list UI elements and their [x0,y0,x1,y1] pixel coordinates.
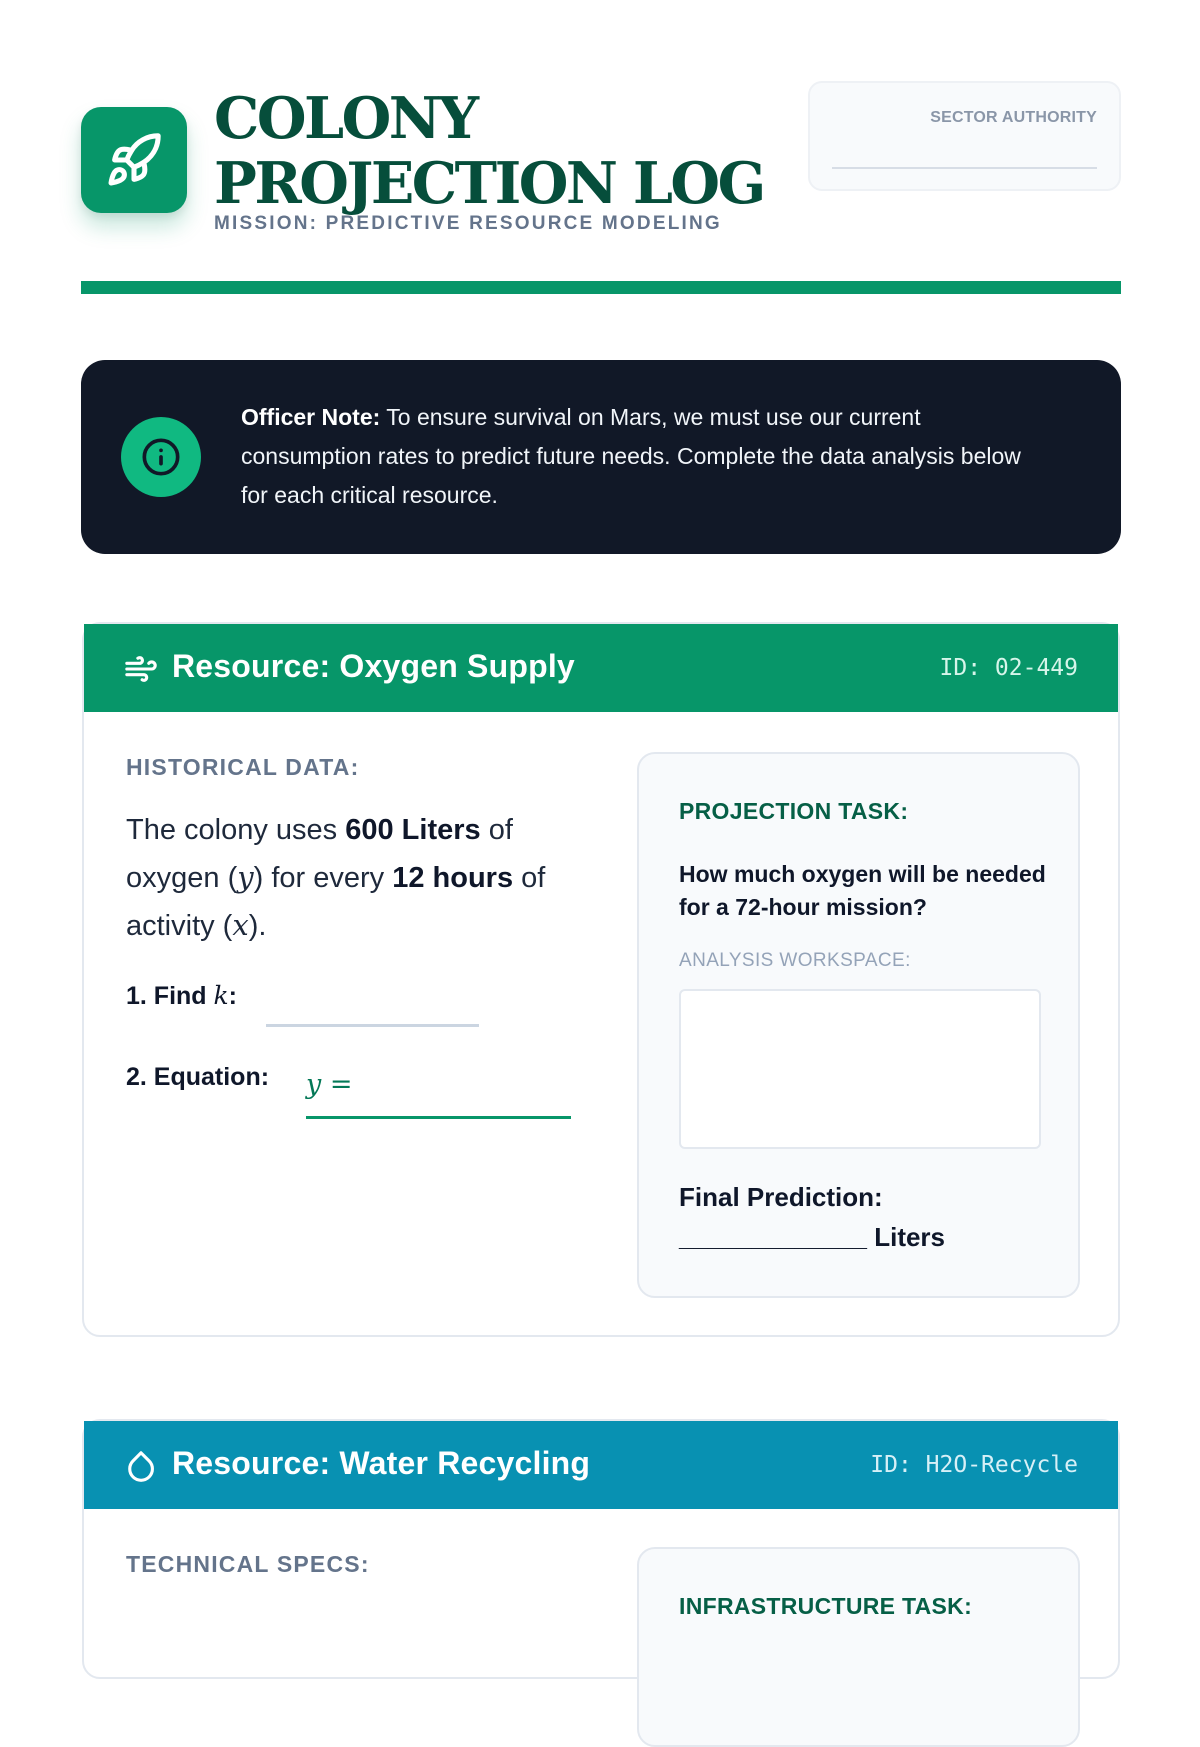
info-icon [141,437,181,477]
officer-note [81,360,1121,554]
water-card-id: ID: H2O-Recycle [870,1452,1078,1478]
water-card-title: Resource: Water Recycling [172,1445,591,1481]
desc-text: ). [248,910,267,942]
title-line-2: PROJECTION LOG [214,150,764,217]
projection-question [679,858,1049,924]
officer-note-lead: Officer Note: [241,404,381,430]
droplet-icon [124,1449,158,1483]
oxygen-description [126,807,586,950]
question-text: mission? [819,894,927,920]
step2-label: 2. Equation: [126,1063,270,1091]
sector-authority-box [808,81,1121,191]
officer-note-body: To ensure survival on Mars, we must use our current consumption rates to predict future needs. Complete the data analysis below for each critical resource. [241,404,1021,508]
final-prediction-blank[interactable]: _____________ [679,1222,867,1252]
final-prediction-unit: Liters [866,1222,946,1252]
question-duration: 72-hour [735,894,820,920]
mission-subtitle: MISSION: PREDICTIVE RESOURCE MODELING [214,213,722,234]
desc-text: of oxygen ( [126,814,513,894]
page-header [81,80,1121,250]
analysis-workspace[interactable] [679,989,1041,1149]
equation-answer-line[interactable] [306,1116,571,1119]
signature-line[interactable] [832,167,1097,169]
final-prediction-field[interactable] [679,1222,945,1253]
water-resource-card [82,1419,1120,1679]
logo [81,107,187,213]
infrastructure-task-panel [637,1547,1080,1747]
projection-task-panel [637,752,1080,1298]
wind-icon [124,652,158,686]
desc-var-x: x [232,908,249,942]
question-text: How much oxygen will be needed for a [679,861,1046,920]
infrastructure-task-label: INFRASTRUCTURE TASK: [679,1593,973,1619]
step1-suffix: : [228,982,237,1010]
desc-text: The colony uses [126,814,346,846]
page-title [214,86,764,216]
water-card-header [84,1421,1118,1509]
oxygen-card-title: Resource: Oxygen Supply [172,648,575,684]
equation-prefix: y = [306,1069,353,1100]
step1-prefix: 1. Find [126,982,214,1010]
find-k-answer-line[interactable] [266,1024,479,1027]
oxygen-card-id: ID: 02-449 [939,655,1078,681]
analysis-workspace-label: ANALYSIS WORKSPACE: [679,950,911,971]
header-divider [81,281,1121,294]
projection-task-label: PROJECTION TASK: [679,798,909,824]
technical-specs-label: TECHNICAL SPECS: [126,1551,370,1577]
oxygen-card-header [84,624,1118,712]
title-line-1: COLONY [214,85,477,152]
desc-var-y: y [237,860,254,894]
desc-text: of activity ( [126,862,546,942]
desc-text: ) for every [253,862,393,894]
desc-time: 12 hours [392,862,514,894]
step1-label [126,981,237,1011]
sector-authority-label: SECTOR AUTHORITY [930,109,1097,126]
desc-amount: 600 Liters [345,814,481,846]
step1-var: k [213,981,229,1010]
rocket-icon [105,131,163,189]
historical-data-label: HISTORICAL DATA: [126,754,360,780]
info-badge [121,417,201,497]
oxygen-resource-card [82,622,1120,1337]
officer-note-text [241,398,1041,515]
final-prediction-label: Final Prediction: [679,1182,883,1212]
